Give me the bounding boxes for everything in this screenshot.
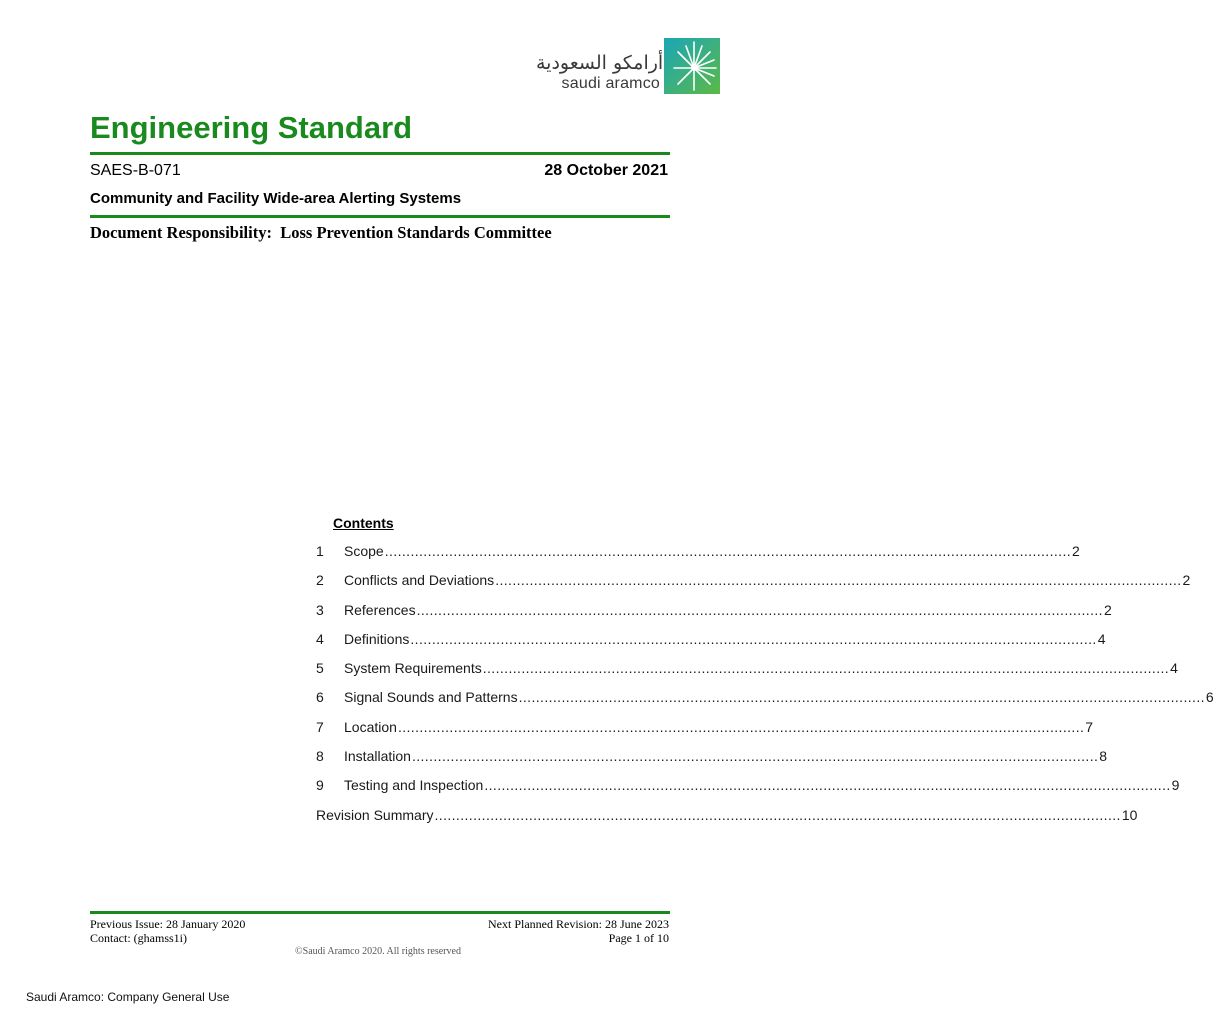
toc-entry-page: 2 bbox=[1182, 572, 1191, 589]
toc-entry[interactable] bbox=[316, 601, 1112, 631]
previous-issue: Previous Issue: 28 January 2020 bbox=[90, 917, 246, 931]
toc-entry-page: 6 bbox=[1205, 689, 1214, 706]
next-planned-revision: Next Planned Revision: 28 June 2023 bbox=[488, 917, 669, 931]
toc-entry-number: 2 bbox=[316, 572, 324, 589]
toc-dot-leader: ................................................................................................................................................................ bbox=[482, 660, 1170, 677]
toc-entry-page: 4 bbox=[1170, 660, 1178, 677]
toc-entry[interactable] bbox=[316, 748, 1108, 777]
toc-entry-title: Location bbox=[344, 718, 397, 735]
toc-entry-title: Definitions bbox=[344, 630, 410, 647]
toc-dot-leader: ................................................................................................................................................................ bbox=[397, 718, 1085, 735]
toc-entry-page: 2 bbox=[1072, 543, 1080, 559]
toc-entry-number: 3 bbox=[316, 601, 324, 618]
saudi-aramco-logo-icon bbox=[664, 38, 720, 94]
toc-entry-title: System Requirements bbox=[344, 660, 482, 677]
toc-entry-number: 6 bbox=[316, 689, 324, 706]
toc-entry-page: 4 bbox=[1097, 630, 1106, 647]
classification-label: Saudi Aramco: Company General Use bbox=[26, 990, 230, 1004]
toc-entry-title: Conflicts and Deviations bbox=[344, 572, 495, 589]
logo-english-text: saudi aramco bbox=[561, 75, 660, 92]
toc-dot-leader: ................................................................................................................................................................ bbox=[411, 748, 1099, 765]
toc-dot-leader: ................................................................................................................................................................ bbox=[495, 572, 1182, 589]
toc-entry-page: 10 bbox=[1121, 806, 1138, 823]
toc-entry-page: 8 bbox=[1099, 748, 1108, 765]
document-responsibility bbox=[90, 223, 552, 243]
responsibility-label: Document Responsibility: bbox=[90, 223, 272, 242]
toc-entry-number: 9 bbox=[316, 777, 324, 794]
standard-id: SAES-B-071 bbox=[90, 162, 181, 179]
table-of-contents bbox=[316, 543, 1214, 836]
contact: Contact: (ghamss1i) bbox=[90, 931, 187, 945]
toc-entry-title: Testing and Inspection bbox=[344, 777, 484, 794]
header-divider-top bbox=[90, 152, 670, 155]
page-number: Page 1 of 10 bbox=[608, 931, 669, 945]
toc-entry[interactable] bbox=[316, 806, 1138, 836]
toc-entry[interactable] bbox=[316, 543, 1080, 572]
toc-entry-page: 9 bbox=[1171, 777, 1180, 794]
standard-title: Community and Facility Wide-area Alerting Systems bbox=[90, 190, 462, 207]
toc-dot-leader: ................................................................................................................................................................ bbox=[384, 543, 1072, 559]
header-divider-bottom bbox=[90, 215, 670, 218]
footer-divider bbox=[90, 911, 670, 914]
toc-dot-leader: ................................................................................................................................................................ bbox=[484, 777, 1171, 794]
toc-dot-leader: ................................................................................................................................................................ bbox=[518, 689, 1205, 706]
toc-dot-leader: ................................................................................................................................................................ bbox=[410, 630, 1097, 647]
toc-entry-number: 8 bbox=[316, 748, 324, 765]
toc-entry[interactable] bbox=[316, 630, 1106, 660]
toc-entry-number: 1 bbox=[316, 543, 324, 559]
copyright-notice: ©Saudi Aramco 2020. All rights reserved bbox=[295, 946, 461, 957]
toc-entry-number: 5 bbox=[316, 660, 324, 677]
toc-entry-title: Revision Summary bbox=[316, 806, 434, 823]
toc-entry-page: 2 bbox=[1103, 601, 1112, 618]
toc-entry-title: Installation bbox=[344, 748, 411, 765]
toc-entry[interactable] bbox=[316, 660, 1178, 689]
toc-entry[interactable] bbox=[316, 689, 1214, 718]
contents-heading: Contents bbox=[333, 515, 394, 531]
toc-entry-page: 7 bbox=[1085, 718, 1094, 735]
toc-entry-number: 4 bbox=[316, 630, 324, 647]
toc-dot-leader: ................................................................................................................................................................ bbox=[416, 601, 1103, 618]
toc-dot-leader: ................................................................................................................................................................ bbox=[434, 806, 1121, 823]
logo-arabic-text: أرامكو السعودية bbox=[536, 52, 664, 74]
standard-date: 28 October 2021 bbox=[544, 162, 668, 179]
responsibility-value: Loss Prevention Standards Committee bbox=[280, 223, 552, 242]
toc-entry[interactable] bbox=[316, 777, 1180, 806]
toc-entry-title: Signal Sounds and Patterns bbox=[344, 689, 518, 706]
document-type-heading: Engineering Standard bbox=[90, 110, 413, 145]
toc-entry[interactable] bbox=[316, 572, 1191, 601]
toc-entry-title: References bbox=[344, 601, 416, 618]
toc-entry-number: 7 bbox=[316, 718, 324, 735]
toc-entry[interactable] bbox=[316, 718, 1094, 748]
toc-entry-title: Scope bbox=[344, 543, 384, 559]
